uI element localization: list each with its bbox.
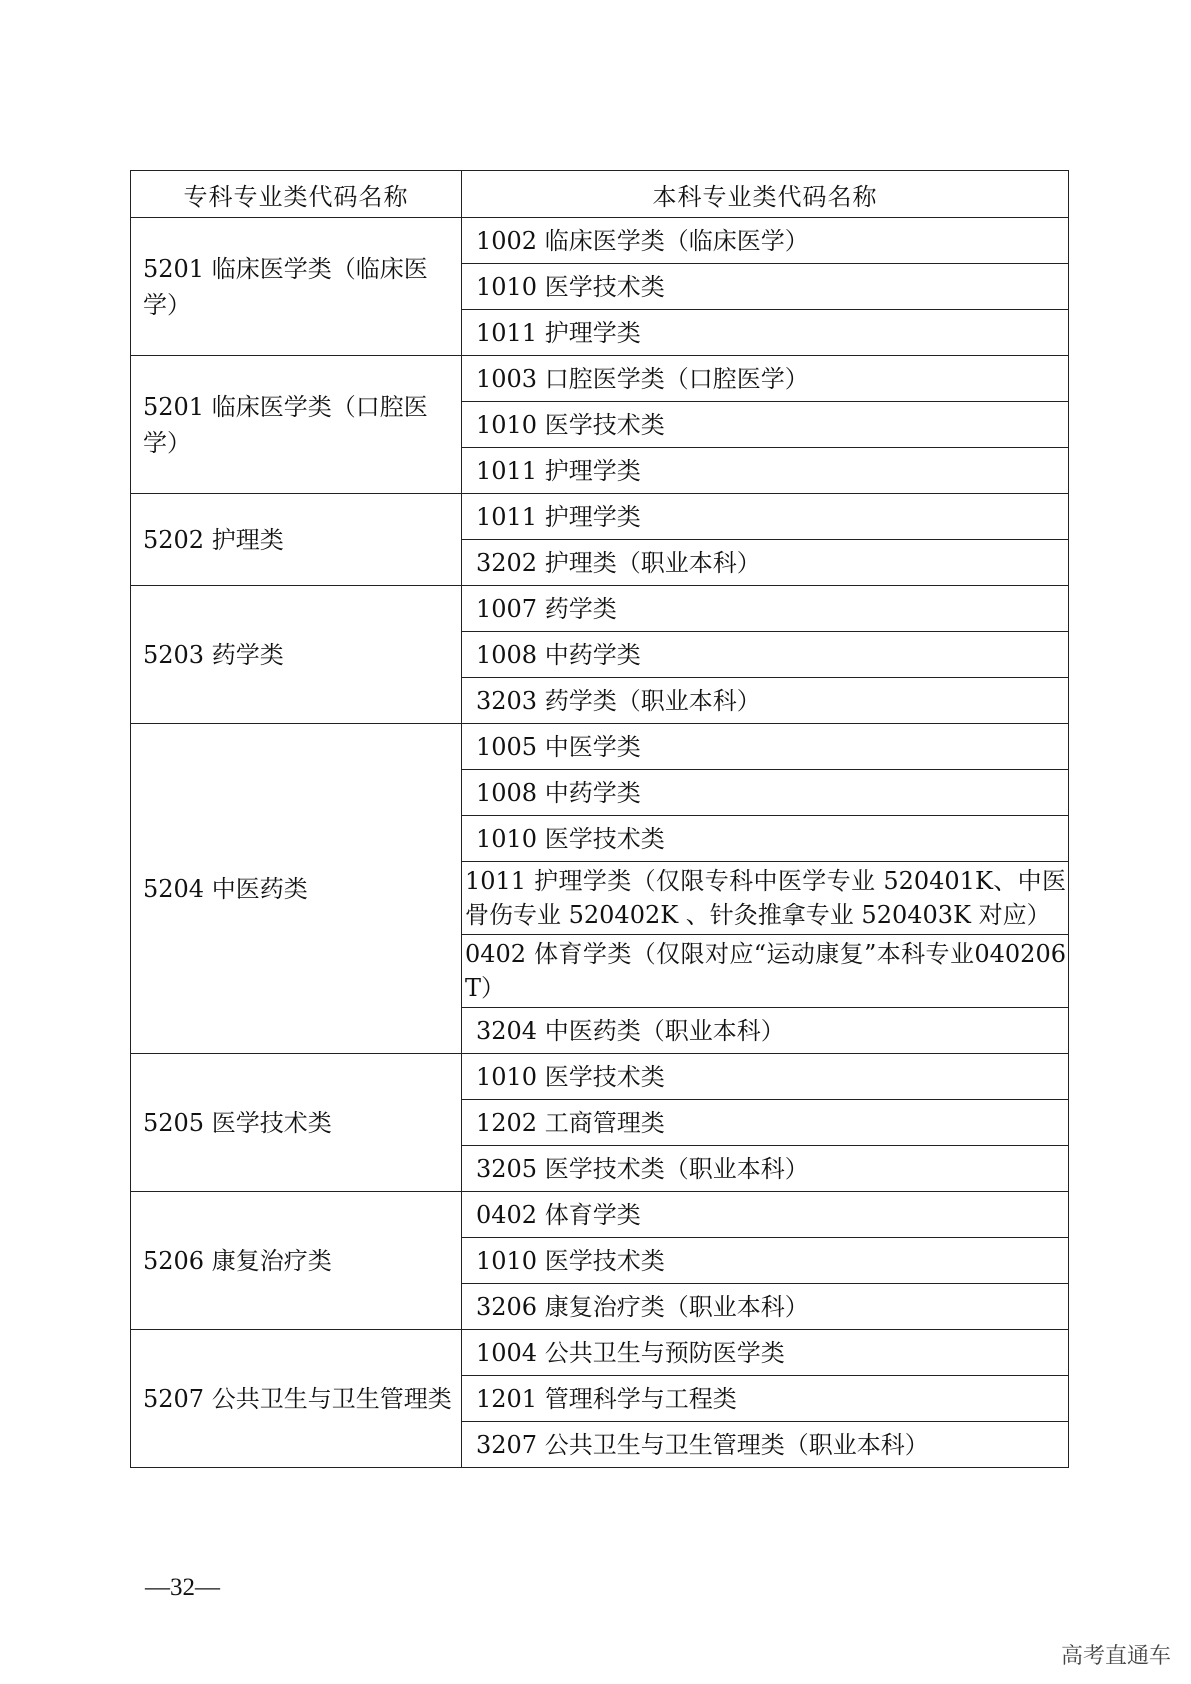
table-header-row: [131, 171, 1069, 218]
vocational-category-cell: 5204 中医药类: [131, 724, 462, 1054]
undergraduate-category-cell: 1010 医学技术类: [462, 264, 1069, 310]
vocational-category-cell: 5201 临床医学类（临床医学）: [131, 218, 462, 356]
undergraduate-category-cell: 1011 护理学类: [462, 448, 1069, 494]
vocational-category-cell: 5207 公共卫生与卫生管理类: [131, 1330, 462, 1468]
undergraduate-category-cell: 1010 医学技术类: [462, 816, 1069, 862]
undergraduate-category-cell: 1011 护理学类（仅限专科中医学专业 520401K、中医骨伤专业 520402K 、针灸推拿专业 520403K 对应）: [462, 862, 1069, 935]
undergraduate-category-cell: 1010 医学技术类: [462, 1054, 1069, 1100]
table-row: [131, 586, 1069, 632]
vocational-category-cell: 5206 康复治疗类: [131, 1192, 462, 1330]
table-row: [131, 1192, 1069, 1238]
page-number: —32—: [145, 1574, 220, 1601]
header-undergraduate-category: 本科专业类代码名称: [462, 171, 1069, 218]
undergraduate-category-cell: 3207 公共卫生与卫生管理类（职业本科）: [462, 1422, 1069, 1468]
vocational-category-cell: 5202 护理类: [131, 494, 462, 586]
table-row: [131, 1054, 1069, 1100]
table-row: [131, 356, 1069, 402]
major-mapping-table: [130, 170, 1069, 1468]
header-vocational-category: 专科专业类代码名称: [131, 171, 462, 218]
vocational-category-cell: 5201 临床医学类（口腔医学）: [131, 356, 462, 494]
undergraduate-category-cell: 1002 临床医学类（临床医学）: [462, 218, 1069, 264]
undergraduate-category-cell: 1201 管理科学与工程类: [462, 1376, 1069, 1422]
undergraduate-category-cell: 3202 护理类（职业本科）: [462, 540, 1069, 586]
undergraduate-category-cell: 1011 护理学类: [462, 310, 1069, 356]
table-row: [131, 1330, 1069, 1376]
undergraduate-category-cell: 3206 康复治疗类（职业本科）: [462, 1284, 1069, 1330]
undergraduate-category-cell: 1004 公共卫生与预防医学类: [462, 1330, 1069, 1376]
undergraduate-category-cell: 1008 中药学类: [462, 770, 1069, 816]
undergraduate-category-cell: 1005 中医学类: [462, 724, 1069, 770]
watermark: 高考直通车: [1060, 1644, 1171, 1669]
table-body: [131, 218, 1069, 1468]
table-row: [131, 724, 1069, 770]
undergraduate-category-cell: 0402 体育学类（仅限对应“运动康复”本科专业040206T）: [462, 935, 1069, 1008]
undergraduate-category-cell: 3205 医学技术类（职业本科）: [462, 1146, 1069, 1192]
undergraduate-category-cell: 0402 体育学类: [462, 1192, 1069, 1238]
undergraduate-category-cell: 1011 护理学类: [462, 494, 1069, 540]
undergraduate-category-cell: 3203 药学类（职业本科）: [462, 678, 1069, 724]
undergraduate-category-cell: 1010 医学技术类: [462, 1238, 1069, 1284]
undergraduate-category-cell: 1008 中药学类: [462, 632, 1069, 678]
undergraduate-category-cell: 3204 中医药类（职业本科）: [462, 1008, 1069, 1054]
table-row: [131, 218, 1069, 264]
vocational-category-cell: 5203 药学类: [131, 586, 462, 724]
undergraduate-category-cell: 1007 药学类: [462, 586, 1069, 632]
undergraduate-category-cell: 1202 工商管理类: [462, 1100, 1069, 1146]
vocational-category-cell: 5205 医学技术类: [131, 1054, 462, 1192]
table-row: [131, 494, 1069, 540]
undergraduate-category-cell: 1003 口腔医学类（口腔医学）: [462, 356, 1069, 402]
undergraduate-category-cell: 1010 医学技术类: [462, 402, 1069, 448]
